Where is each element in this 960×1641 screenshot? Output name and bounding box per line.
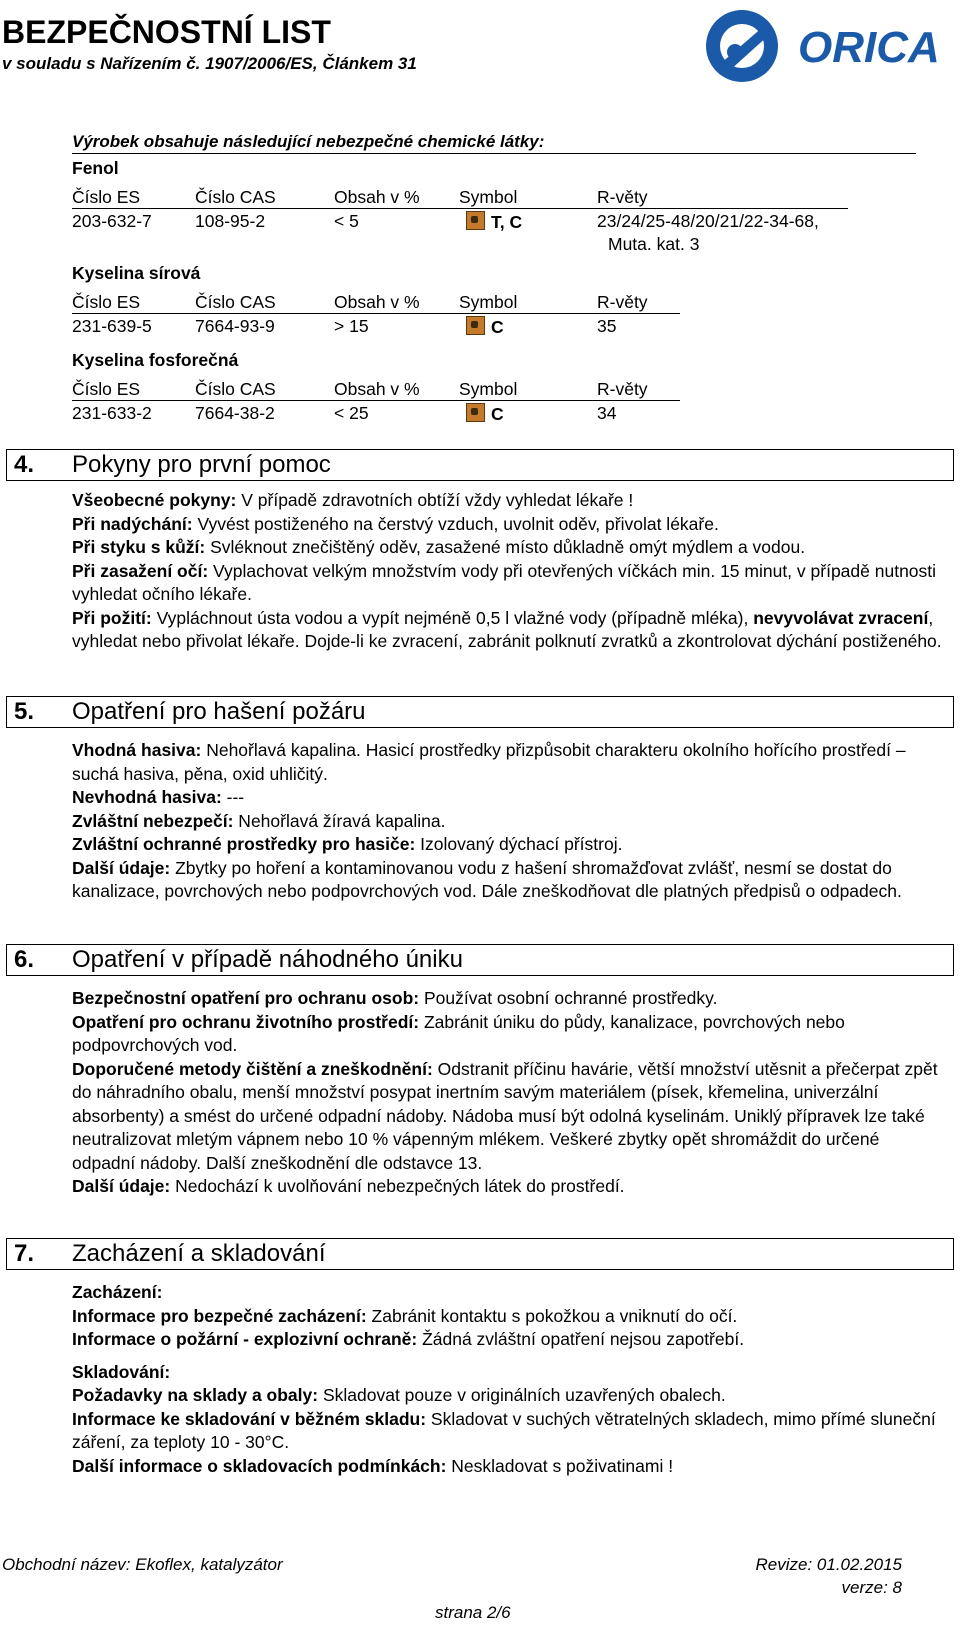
footer-trade-name: Obchodní název: Ekoflex, katalyzátor (2, 1555, 283, 1574)
section-number: 6. (14, 946, 35, 973)
section-title: Zacházení a skladování (72, 1240, 326, 1267)
table-divider (72, 208, 848, 209)
header-es: Číslo ES (72, 379, 141, 399)
cell-content: < 25 (334, 403, 369, 423)
cell-content: > 15 (334, 316, 369, 336)
cell-rvety: 23/24/25-48/20/21/22-34-68, (597, 211, 819, 231)
section-6-body: Bezpečnostní opatření pro ochranu osob: Používat osobní ochranné prostředky. Opatření pro ochranu životního prostředí: Zabránit úniku do půdy, kanalizace, povrchových nebo podpovrchových vod. Doporučené metody čištění a zneškodnění: Odstranit příčinu havárie, větší množství utěsnit a přečerpat zpět do náhradního obalu, menší množství posypat inertním savým materiálem (písek, křemelina, univerzální absorbenty) a smést do určené odpadní nádoby. Nádoba musí být odolná kyselinám. Uniklý přípravek lze také neutralizovat mletým vápnem nebo 10 % vápenným mlékem. Veškeré zbytky opět shromáždit do určené odpadní nádoby. Další zneškodnění dle odstavce 13. Další údaje: Nedochází k uvolňování nebezpečných látek do prostředí. (72, 988, 938, 1196)
section-number: 5. (14, 698, 35, 725)
cell-cas: 7664-93-9 (195, 316, 275, 336)
header-content: Obsah v % (334, 379, 420, 399)
substance-name: Kyselina sírová (72, 263, 201, 283)
table-divider (72, 313, 680, 314)
logo-mark-icon (706, 10, 778, 82)
document-title: BEZPEČNOSTNÍ LIST (2, 14, 331, 50)
orica-logo (700, 4, 958, 88)
section-title: Pokyny pro první pomoc (72, 451, 331, 478)
header-symbol: Symbol (459, 292, 518, 312)
cell-symbol: T, C (466, 211, 522, 233)
cell-es: 231-639-5 (72, 316, 152, 336)
footer-revision: Revize: 01.02.2015 (755, 1555, 902, 1574)
logo-text: ORICA (798, 23, 940, 72)
hazard-symbol-icon (466, 316, 485, 335)
cell-symbol: C (466, 403, 504, 425)
section-number: 7. (14, 1240, 35, 1267)
header-symbol: Symbol (459, 379, 518, 399)
hazard-symbol-icon (466, 403, 485, 422)
cell-cas: 108-95-2 (195, 211, 266, 231)
header-content: Obsah v % (334, 292, 420, 312)
cell-es: 231-633-2 (72, 403, 152, 423)
section-title: Opatření v případě náhodného úniku (72, 946, 463, 973)
cell-symbol: C (466, 316, 504, 338)
section-4-body: Všeobecné pokyny: V případě zdravotních obtíží vždy vyhledat lékaře ! Při nadýchání: Vyvést postiženého na čerstvý vzduch, uvolnit oděv, přivolat lékaře. Při styku s kůží: Svléknout znečištěný oděv, zasažené místo důkladně omýt mýdlem a vodou. Při zasažení očí: Vyplachovat velkým množstvím vody při otevřených víčkách min. 15 minut, v případě nutnosti vyhledat očního lékaře. Při požití: Vypláchnout ústa vodou a vypít nejméně 0,5 l vlažné vody (případně mléka), nevyvolávat zvracení, vyhledat nebo přivolat lékaře. Dojde-li ke zvracení, zabránit polknutí zvratků a zkontrolovat dýchání postiženého. (72, 490, 942, 651)
cell-rvety: 34 (597, 403, 617, 423)
hazard-intro: Výrobek obsahuje následující nebezpečné chemické látky: (72, 132, 916, 154)
header-es: Číslo ES (72, 187, 141, 207)
section-number: 4. (14, 451, 35, 478)
cell-cas: 7664-38-2 (195, 403, 275, 423)
cell-rvety: 35 (597, 316, 617, 336)
footer-version: verze: 8 (841, 1578, 902, 1597)
header-cas: Číslo CAS (195, 292, 276, 312)
footer-page-number: strana 2/6 (435, 1603, 511, 1622)
hazard-symbol-icon (466, 211, 485, 230)
header-rvety: R-věty (597, 292, 648, 312)
substance-name: Fenol (72, 158, 119, 178)
section-5-body: Vhodná hasiva: Nehořlavá kapalina. Hasicí prostředky přizpůsobit charakteru okolního hořícího prostředí – suchá hasiva, pěna, oxid uhličitý. Nevhodná hasiva: --- Zvláštní nebezpečí: Nehořlavá žíravá kapalina. Zvláštní ochranné prostředky pro hasiče: Izolovaný dýchací přístroj. Další údaje: Zbytky po hoření a kontaminovanou vodu z hašení shromažďovat zvlášť, nesmí se dostat do kanalizace, povrchových nebo podpovrchových vod. Dále zneškodňovat dle platných předpisů o odpadech. (72, 740, 906, 901)
cell-es: 203-632-7 (72, 211, 152, 231)
header-rvety: R-věty (597, 379, 648, 399)
document-subtitle: v souladu s Nařízením č. 1907/2006/ES, Článkem 31 (2, 54, 417, 73)
header-es: Číslo ES (72, 292, 141, 312)
header-symbol: Symbol (459, 187, 518, 207)
header-rvety: R-věty (597, 187, 648, 207)
header-cas: Číslo CAS (195, 187, 276, 207)
cell-content: < 5 (334, 211, 359, 231)
table-divider (72, 400, 680, 401)
substance-name: Kyselina fosforečná (72, 350, 239, 370)
section-7-body: Zacházení: Informace pro bezpečné zacházení: Zabránit kontaktu s pokožkou a vniknutí do očí. Informace o požární - explozivní ochraně: Žádná zvláštní opatření nejsou zapotřebí. Skladování: Požadavky na sklady a obaly: Skladovat pouze v originálních uzavřených obalech. Informace ke skladování v běžném skladu: Skladovat v suchých větratelných skladech, mimo přímé sluneční záření, za teploty 10 - 30°C. Další informace o skladovacích podmínkách: Neskladovat s poživatinami ! (72, 1282, 936, 1476)
header-content: Obsah v % (334, 187, 420, 207)
section-title: Opatření pro hašení požáru (72, 698, 366, 725)
cell-rvety-cont: Muta. kat. 3 (608, 234, 700, 254)
header-cas: Číslo CAS (195, 379, 276, 399)
